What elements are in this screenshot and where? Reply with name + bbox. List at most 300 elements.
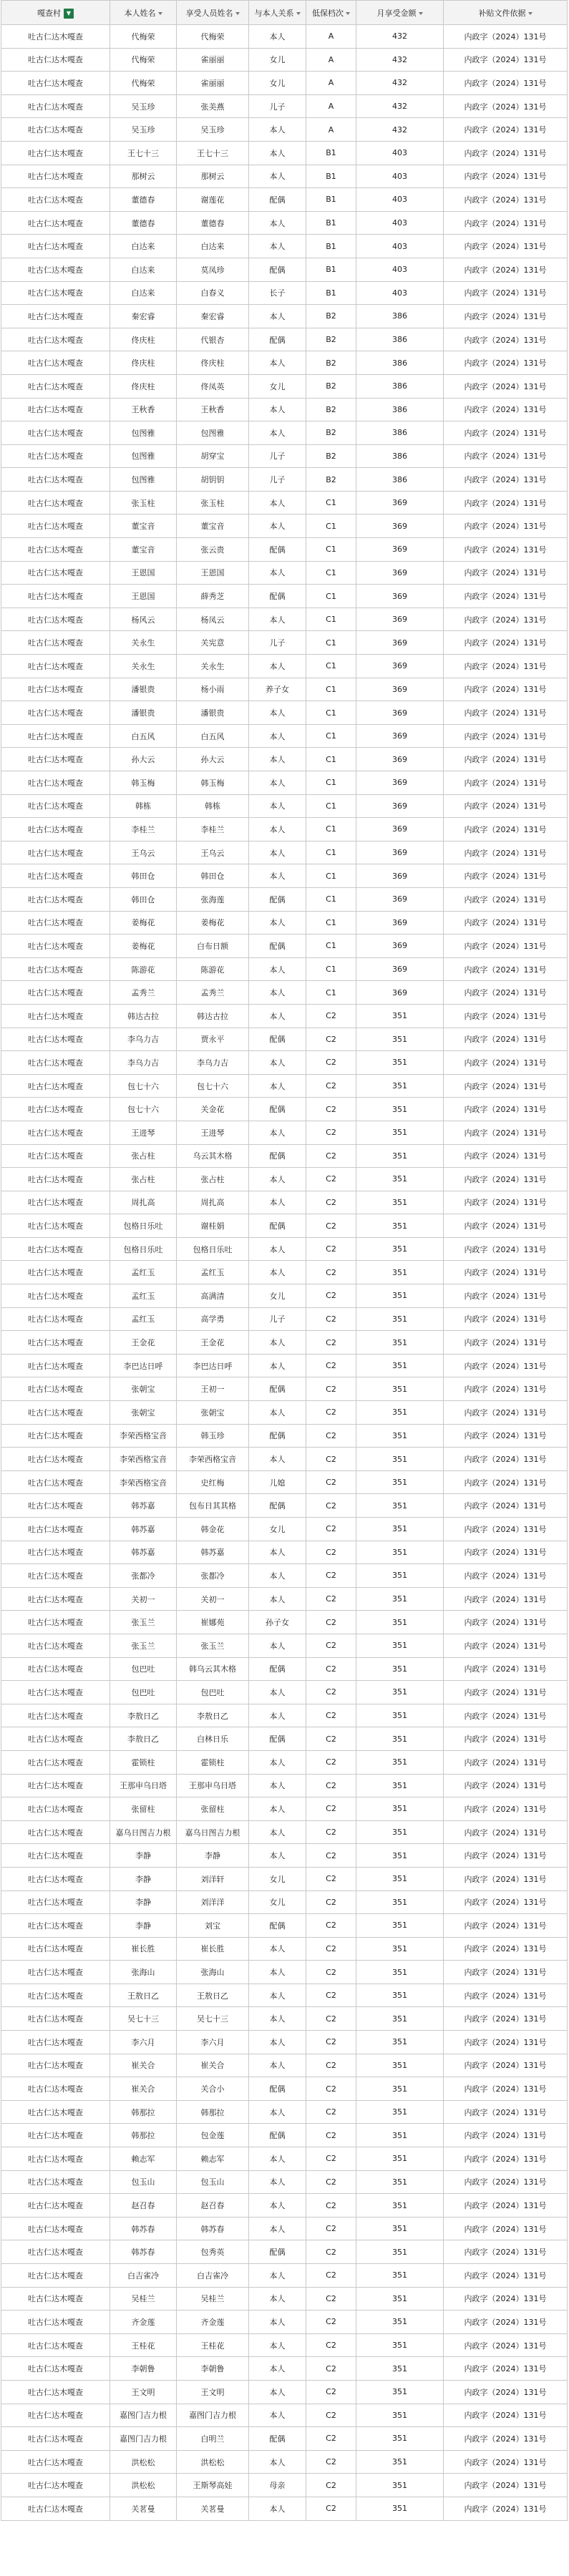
cell-village[interactable]: 吐古仁达木嘎查 xyxy=(1,631,110,655)
cell-amount[interactable]: 386 xyxy=(356,468,444,492)
table-row[interactable] xyxy=(1,1564,568,1588)
cell-beneficiary[interactable]: 孟秀兰 xyxy=(177,981,249,1005)
cell-document[interactable]: 内政字（2024）131号 xyxy=(444,2147,568,2171)
cell-relation[interactable]: 本人 xyxy=(249,608,306,631)
cell-name[interactable]: 董德春 xyxy=(110,188,177,212)
cell-relation[interactable]: 本人 xyxy=(249,2264,306,2288)
cell-name[interactable]: 张玉柱 xyxy=(110,491,177,514)
cell-relation[interactable]: 本人 xyxy=(249,957,306,981)
cell-document[interactable]: 内政字（2024）131号 xyxy=(444,1797,568,1821)
cell-document[interactable]: 内政字（2024）131号 xyxy=(444,165,568,188)
cell-relation[interactable]: 长子 xyxy=(249,281,306,305)
table-row[interactable] xyxy=(1,1890,568,1914)
cell-beneficiary[interactable]: 韩乌云其木格 xyxy=(177,1657,249,1681)
cell-relation[interactable]: 本人 xyxy=(249,351,306,375)
cell-beneficiary[interactable]: 王秋香 xyxy=(177,398,249,421)
cell-relation[interactable]: 女儿 xyxy=(249,1890,306,1914)
cell-amount[interactable]: 351 xyxy=(356,1191,444,1214)
cell-level[interactable]: C2 xyxy=(306,1121,356,1144)
cell-beneficiary[interactable]: 霍锁柱 xyxy=(177,1750,249,1774)
cell-beneficiary[interactable]: 吴桂兰 xyxy=(177,2287,249,2311)
cell-level[interactable]: C2 xyxy=(306,1914,356,1938)
cell-beneficiary[interactable]: 潘银贵 xyxy=(177,701,249,725)
cell-amount[interactable]: 351 xyxy=(356,1867,444,1890)
cell-document[interactable]: 内政字（2024）131号 xyxy=(444,1237,568,1261)
cell-relation[interactable]: 本人 xyxy=(249,2054,306,2077)
cell-relation[interactable]: 本人 xyxy=(249,421,306,445)
cell-level[interactable]: C2 xyxy=(306,2264,356,2288)
cell-document[interactable]: 内政字（2024）131号 xyxy=(444,1051,568,1075)
cell-relation[interactable]: 本人 xyxy=(249,1121,306,1144)
cell-village[interactable]: 吐古仁达木嘎查 xyxy=(1,2077,110,2101)
cell-document[interactable]: 内政字（2024）131号 xyxy=(444,1028,568,1051)
cell-beneficiary[interactable]: 秦宏睿 xyxy=(177,305,249,328)
cell-village[interactable]: 吐古仁达木嘎查 xyxy=(1,1797,110,1821)
cell-village[interactable]: 吐古仁达木嘎查 xyxy=(1,281,110,305)
cell-beneficiary[interactable]: 崔长胜 xyxy=(177,1937,249,1961)
cell-name[interactable]: 王金花 xyxy=(110,1331,177,1355)
cell-relation[interactable]: 本人 xyxy=(249,1984,306,2007)
cell-amount[interactable]: 351 xyxy=(356,1284,444,1308)
cell-relation[interactable]: 配偶 xyxy=(249,2124,306,2147)
table-row[interactable] xyxy=(1,94,568,118)
cell-beneficiary[interactable]: 胡穿宝 xyxy=(177,444,249,468)
cell-name[interactable]: 李荣西格宝音 xyxy=(110,1470,177,1494)
cell-village[interactable]: 吐古仁达木嘎查 xyxy=(1,1168,110,1191)
cell-document[interactable]: 内政字（2024）131号 xyxy=(444,2311,568,2334)
cell-name[interactable]: 包巴吐 xyxy=(110,1657,177,1681)
cell-beneficiary[interactable]: 周扎高 xyxy=(177,1191,249,1214)
cell-name[interactable]: 洪松松 xyxy=(110,2450,177,2474)
dropdown-arrow-icon[interactable] xyxy=(528,12,532,15)
cell-beneficiary[interactable]: 关永生 xyxy=(177,655,249,678)
cell-beneficiary[interactable]: 关宪意 xyxy=(177,631,249,655)
table-row[interactable] xyxy=(1,444,568,468)
cell-village[interactable]: 吐古仁达木嘎查 xyxy=(1,2404,110,2427)
cell-relation[interactable]: 本人 xyxy=(249,1844,306,1868)
cell-relation[interactable]: 本人 xyxy=(249,2170,306,2194)
cell-document[interactable]: 内政字（2024）131号 xyxy=(444,1144,568,1168)
cell-beneficiary[interactable]: 雀丽丽 xyxy=(177,48,249,72)
cell-relation[interactable]: 本人 xyxy=(249,305,306,328)
cell-name[interactable]: 包巴吐 xyxy=(110,1681,177,1704)
cell-name[interactable]: 王七十三 xyxy=(110,141,177,165)
cell-amount[interactable]: 351 xyxy=(356,2170,444,2194)
cell-name[interactable]: 白达来 xyxy=(110,235,177,258)
cell-level[interactable]: C2 xyxy=(306,1820,356,1844)
cell-village[interactable]: 吐古仁达木嘎查 xyxy=(1,1984,110,2007)
table-row[interactable] xyxy=(1,1774,568,1797)
cell-amount[interactable]: 369 xyxy=(356,771,444,795)
cell-level[interactable]: C2 xyxy=(306,2474,356,2497)
cell-relation[interactable]: 孙子女 xyxy=(249,1611,306,1634)
cell-document[interactable]: 内政字（2024）131号 xyxy=(444,141,568,165)
cell-amount[interactable]: 369 xyxy=(356,794,444,818)
cell-relation[interactable]: 配偶 xyxy=(249,188,306,212)
cell-level[interactable]: C2 xyxy=(306,2147,356,2171)
cell-amount[interactable]: 351 xyxy=(356,1727,444,1751)
cell-level[interactable]: C2 xyxy=(306,1681,356,1704)
cell-village[interactable]: 吐古仁达木嘎查 xyxy=(1,2100,110,2124)
cell-amount[interactable]: 351 xyxy=(356,1890,444,1914)
cell-village[interactable]: 吐古仁达木嘎查 xyxy=(1,258,110,281)
cell-name[interactable]: 李荣西格宝音 xyxy=(110,1448,177,1471)
cell-relation[interactable]: 本人 xyxy=(249,491,306,514)
cell-level[interactable]: C2 xyxy=(306,1074,356,1098)
cell-document[interactable]: 内政字（2024）131号 xyxy=(444,701,568,725)
cell-name[interactable]: 韩玉梅 xyxy=(110,771,177,795)
cell-document[interactable]: 内政字（2024）131号 xyxy=(444,1611,568,1634)
cell-level[interactable]: B1 xyxy=(306,235,356,258)
cell-level[interactable]: C2 xyxy=(306,1797,356,1821)
table-row[interactable] xyxy=(1,2077,568,2101)
table-row[interactable] xyxy=(1,1844,568,1868)
cell-document[interactable]: 内政字（2024）131号 xyxy=(444,468,568,492)
table-row[interactable] xyxy=(1,1261,568,1284)
cell-relation[interactable]: 本人 xyxy=(249,2404,306,2427)
cell-name[interactable]: 李敖日乙 xyxy=(110,1704,177,1727)
table-row[interactable] xyxy=(1,1867,568,1890)
cell-name[interactable]: 代梅荣 xyxy=(110,72,177,95)
cell-relation[interactable]: 女儿 xyxy=(249,1284,306,1308)
cell-level[interactable]: B2 xyxy=(306,374,356,398)
cell-village[interactable]: 吐古仁达木嘎查 xyxy=(1,2450,110,2474)
cell-relation[interactable]: 儿子 xyxy=(249,468,306,492)
cell-village[interactable]: 吐古仁达木嘎查 xyxy=(1,2380,110,2404)
cell-level[interactable]: A xyxy=(306,72,356,95)
cell-level[interactable]: C1 xyxy=(306,864,356,888)
cell-amount[interactable]: 351 xyxy=(356,2217,444,2240)
cell-name[interactable]: 代梅荣 xyxy=(110,25,177,49)
cell-relation[interactable]: 配偶 xyxy=(249,1098,306,1121)
cell-amount[interactable]: 351 xyxy=(356,1634,444,1657)
cell-beneficiary[interactable]: 嘉图门吉力根 xyxy=(177,2404,249,2427)
cell-relation[interactable]: 配偶 xyxy=(249,585,306,608)
table-row[interactable] xyxy=(1,981,568,1005)
cell-level[interactable]: C1 xyxy=(306,911,356,935)
table-row[interactable] xyxy=(1,561,568,585)
cell-document[interactable]: 内政字（2024）131号 xyxy=(444,1448,568,1471)
cell-beneficiary[interactable]: 陈游花 xyxy=(177,957,249,981)
cell-relation[interactable]: 儿子 xyxy=(249,631,306,655)
table-row[interactable] xyxy=(1,141,568,165)
cell-village[interactable]: 吐古仁达木嘎查 xyxy=(1,1121,110,1144)
cell-amount[interactable]: 351 xyxy=(356,2333,444,2357)
table-row[interactable] xyxy=(1,1914,568,1938)
cell-amount[interactable]: 369 xyxy=(356,887,444,911)
cell-beneficiary[interactable]: 韩玉梅 xyxy=(177,771,249,795)
table-row[interactable] xyxy=(1,818,568,841)
cell-beneficiary[interactable]: 莫凤珍 xyxy=(177,258,249,281)
cell-name[interactable]: 张留柱 xyxy=(110,1797,177,1821)
cell-relation[interactable]: 本人 xyxy=(249,1191,306,1214)
cell-village[interactable]: 吐古仁达木嘎查 xyxy=(1,444,110,468)
cell-amount[interactable]: 351 xyxy=(356,2311,444,2334)
cell-document[interactable]: 内政字（2024）131号 xyxy=(444,2450,568,2474)
table-row[interactable] xyxy=(1,538,568,562)
cell-village[interactable]: 吐古仁达木嘎查 xyxy=(1,724,110,748)
cell-level[interactable]: C1 xyxy=(306,538,356,562)
cell-amount[interactable]: 351 xyxy=(356,2474,444,2497)
cell-document[interactable]: 内政字（2024）131号 xyxy=(444,1774,568,1797)
cell-amount[interactable]: 386 xyxy=(356,328,444,351)
cell-document[interactable]: 内政字（2024）131号 xyxy=(444,2474,568,2497)
cell-amount[interactable]: 351 xyxy=(356,1144,444,1168)
cell-document[interactable]: 内政字（2024）131号 xyxy=(444,2031,568,2054)
cell-document[interactable]: 内政字（2024）131号 xyxy=(444,1587,568,1611)
cell-name[interactable]: 张占柱 xyxy=(110,1168,177,1191)
cell-amount[interactable]: 351 xyxy=(356,1098,444,1121)
cell-village[interactable]: 吐古仁达木嘎查 xyxy=(1,94,110,118)
cell-relation[interactable]: 本人 xyxy=(249,211,306,235)
table-row[interactable] xyxy=(1,631,568,655)
cell-level[interactable]: C2 xyxy=(306,1587,356,1611)
cell-document[interactable]: 内政字（2024）131号 xyxy=(444,328,568,351)
cell-beneficiary[interactable]: 白春义 xyxy=(177,281,249,305)
cell-amount[interactable]: 351 xyxy=(356,2427,444,2451)
cell-name[interactable]: 秦宏睿 xyxy=(110,305,177,328)
cell-level[interactable]: C2 xyxy=(306,1354,356,1377)
table-row[interactable] xyxy=(1,771,568,795)
cell-document[interactable]: 内政字（2024）131号 xyxy=(444,1750,568,1774)
cell-beneficiary[interactable]: 崔娜苑 xyxy=(177,1611,249,1634)
cell-name[interactable]: 王敖日乙 xyxy=(110,1984,177,2007)
dropdown-arrow-icon[interactable] xyxy=(296,12,301,15)
cell-relation[interactable]: 本人 xyxy=(249,2147,306,2171)
table-row[interactable] xyxy=(1,655,568,678)
cell-name[interactable]: 王那申乌日塔 xyxy=(110,1774,177,1797)
cell-document[interactable]: 内政字（2024）131号 xyxy=(444,1284,568,1308)
cell-village[interactable]: 吐古仁达木嘎查 xyxy=(1,608,110,631)
cell-level[interactable]: C2 xyxy=(306,1494,356,1518)
cell-name[interactable]: 白五风 xyxy=(110,724,177,748)
cell-level[interactable]: C2 xyxy=(306,1470,356,1494)
cell-village[interactable]: 吐古仁达木嘎查 xyxy=(1,2240,110,2264)
cell-amount[interactable]: 351 xyxy=(356,2380,444,2404)
cell-document[interactable]: 内政字（2024）131号 xyxy=(444,864,568,888)
table-row[interactable] xyxy=(1,1237,568,1261)
cell-name[interactable]: 包七十六 xyxy=(110,1098,177,1121)
cell-relation[interactable]: 配偶 xyxy=(249,935,306,958)
cell-document[interactable]: 内政字（2024）131号 xyxy=(444,957,568,981)
cell-relation[interactable]: 配偶 xyxy=(249,1377,306,1401)
table-row[interactable] xyxy=(1,1448,568,1471)
cell-level[interactable]: B2 xyxy=(306,305,356,328)
table-row[interactable] xyxy=(1,281,568,305)
cell-document[interactable]: 内政字（2024）131号 xyxy=(444,2497,568,2520)
cell-relation[interactable]: 本人 xyxy=(249,1961,306,1984)
cell-village[interactable]: 吐古仁达木嘎查 xyxy=(1,1774,110,1797)
cell-amount[interactable]: 369 xyxy=(356,678,444,701)
cell-village[interactable]: 吐古仁达木嘎查 xyxy=(1,1004,110,1028)
table-row[interactable] xyxy=(1,2170,568,2194)
cell-village[interactable]: 吐古仁达木嘎查 xyxy=(1,328,110,351)
cell-amount[interactable]: 351 xyxy=(356,1541,444,1564)
cell-beneficiary[interactable]: 包布日其其格 xyxy=(177,1494,249,1518)
cell-document[interactable]: 内政字（2024）131号 xyxy=(444,1401,568,1425)
table-row[interactable] xyxy=(1,1657,568,1681)
header-name[interactable] xyxy=(110,1,177,25)
table-row[interactable] xyxy=(1,608,568,631)
cell-level[interactable]: C1 xyxy=(306,491,356,514)
cell-document[interactable]: 内政字（2024）131号 xyxy=(444,2054,568,2077)
cell-amount[interactable]: 369 xyxy=(356,655,444,678)
cell-beneficiary[interactable]: 李朝鲁 xyxy=(177,2357,249,2381)
cell-relation[interactable]: 本人 xyxy=(249,1634,306,1657)
cell-beneficiary[interactable]: 张美燕 xyxy=(177,94,249,118)
cell-level[interactable]: C2 xyxy=(306,1634,356,1657)
cell-village[interactable]: 吐古仁达木嘎查 xyxy=(1,1098,110,1121)
cell-document[interactable]: 内政字（2024）131号 xyxy=(444,1844,568,1868)
cell-document[interactable]: 内政字（2024）131号 xyxy=(444,561,568,585)
cell-document[interactable]: 内政字（2024）131号 xyxy=(444,771,568,795)
table-row[interactable] xyxy=(1,1681,568,1704)
cell-beneficiary[interactable]: 赵召春 xyxy=(177,2194,249,2218)
filter-funnel-icon[interactable]: ▼ xyxy=(64,9,74,19)
cell-name[interactable]: 张朝宝 xyxy=(110,1377,177,1401)
cell-document[interactable]: 内政字（2024）131号 xyxy=(444,1354,568,1377)
cell-document[interactable]: 内政字（2024）131号 xyxy=(444,421,568,445)
cell-name[interactable]: 王恩国 xyxy=(110,561,177,585)
table-row[interactable] xyxy=(1,1098,568,1121)
cell-relation[interactable]: 本人 xyxy=(249,1004,306,1028)
cell-amount[interactable]: 351 xyxy=(356,1331,444,1355)
cell-level[interactable]: C2 xyxy=(306,2007,356,2031)
cell-village[interactable]: 吐古仁达木嘎查 xyxy=(1,678,110,701)
cell-name[interactable]: 那树云 xyxy=(110,165,177,188)
cell-village[interactable]: 吐古仁达木嘎查 xyxy=(1,1611,110,1634)
cell-level[interactable]: C2 xyxy=(306,2311,356,2334)
cell-level[interactable]: C2 xyxy=(306,2100,356,2124)
cell-document[interactable]: 内政字（2024）131号 xyxy=(444,258,568,281)
cell-level[interactable]: C2 xyxy=(306,2054,356,2077)
cell-name[interactable]: 嘉图门吉力根 xyxy=(110,2404,177,2427)
cell-relation[interactable]: 本人 xyxy=(249,2287,306,2311)
cell-document[interactable]: 内政字（2024）131号 xyxy=(444,981,568,1005)
cell-amount[interactable]: 351 xyxy=(356,1961,444,1984)
cell-relation[interactable]: 本人 xyxy=(249,981,306,1005)
cell-relation[interactable]: 本人 xyxy=(249,1051,306,1075)
header-beneficiary[interactable] xyxy=(177,1,249,25)
cell-amount[interactable]: 351 xyxy=(356,1448,444,1471)
cell-level[interactable]: C2 xyxy=(306,1401,356,1425)
cell-relation[interactable]: 本人 xyxy=(249,1564,306,1588)
cell-name[interactable]: 李巴达日呼 xyxy=(110,1354,177,1377)
cell-relation[interactable]: 本人 xyxy=(249,141,306,165)
table-row[interactable] xyxy=(1,1470,568,1494)
table-row[interactable] xyxy=(1,2147,568,2171)
cell-document[interactable]: 内政字（2024）131号 xyxy=(444,48,568,72)
cell-level[interactable]: C2 xyxy=(306,1890,356,1914)
cell-name[interactable]: 白达来 xyxy=(110,258,177,281)
cell-village[interactable]: 吐古仁达木嘎查 xyxy=(1,2497,110,2520)
cell-name[interactable]: 张玉兰 xyxy=(110,1634,177,1657)
cell-relation[interactable]: 儿子 xyxy=(249,444,306,468)
cell-village[interactable]: 吐古仁达木嘎查 xyxy=(1,2264,110,2288)
header-document[interactable] xyxy=(444,1,568,25)
cell-level[interactable]: C2 xyxy=(306,1331,356,1355)
cell-name[interactable]: 王文明 xyxy=(110,2380,177,2404)
cell-village[interactable]: 吐古仁达木嘎查 xyxy=(1,398,110,421)
cell-beneficiary[interactable]: 白明兰 xyxy=(177,2427,249,2451)
cell-amount[interactable]: 432 xyxy=(356,72,444,95)
cell-amount[interactable]: 403 xyxy=(356,165,444,188)
cell-relation[interactable]: 本人 xyxy=(249,1750,306,1774)
cell-name[interactable]: 关永生 xyxy=(110,655,177,678)
cell-relation[interactable]: 本人 xyxy=(249,1168,306,1191)
cell-amount[interactable]: 351 xyxy=(356,1587,444,1611)
cell-relation[interactable]: 女儿 xyxy=(249,1867,306,1890)
cell-level[interactable]: A xyxy=(306,48,356,72)
table-row[interactable] xyxy=(1,514,568,538)
cell-beneficiary[interactable]: 包巴吐 xyxy=(177,1681,249,1704)
cell-level[interactable]: B1 xyxy=(306,211,356,235)
cell-relation[interactable]: 养子女 xyxy=(249,678,306,701)
table-row[interactable] xyxy=(1,2031,568,2054)
cell-relation[interactable]: 配偶 xyxy=(249,2240,306,2264)
cell-relation[interactable]: 本人 xyxy=(249,911,306,935)
table-row[interactable] xyxy=(1,1191,568,1214)
table-row[interactable] xyxy=(1,1961,568,1984)
cell-name[interactable]: 李乌力吉 xyxy=(110,1051,177,1075)
cell-beneficiary[interactable]: 姜梅花 xyxy=(177,911,249,935)
cell-level[interactable]: C1 xyxy=(306,935,356,958)
cell-village[interactable]: 吐古仁达木嘎查 xyxy=(1,1401,110,1425)
cell-level[interactable]: C1 xyxy=(306,585,356,608)
cell-level[interactable]: C2 xyxy=(306,1518,356,1541)
cell-name[interactable]: 李静 xyxy=(110,1844,177,1868)
cell-beneficiary[interactable]: 王七十三 xyxy=(177,141,249,165)
cell-amount[interactable]: 351 xyxy=(356,1214,444,1238)
cell-beneficiary[interactable]: 张玉兰 xyxy=(177,1634,249,1657)
cell-amount[interactable]: 386 xyxy=(356,421,444,445)
cell-relation[interactable]: 本人 xyxy=(249,398,306,421)
table-row[interactable] xyxy=(1,2497,568,2520)
table-row[interactable] xyxy=(1,701,568,725)
cell-beneficiary[interactable]: 吴玉珍 xyxy=(177,118,249,142)
cell-village[interactable]: 吐古仁达木嘎查 xyxy=(1,25,110,49)
cell-amount[interactable]: 369 xyxy=(356,818,444,841)
cell-amount[interactable]: 386 xyxy=(356,305,444,328)
cell-relation[interactable]: 本人 xyxy=(249,2100,306,2124)
cell-relation[interactable]: 配偶 xyxy=(249,1214,306,1238)
cell-level[interactable]: C1 xyxy=(306,514,356,538)
table-row[interactable] xyxy=(1,585,568,608)
cell-amount[interactable]: 351 xyxy=(356,1844,444,1868)
cell-document[interactable]: 内政字（2024）131号 xyxy=(444,2427,568,2451)
cell-relation[interactable]: 本人 xyxy=(249,794,306,818)
cell-document[interactable]: 内政字（2024）131号 xyxy=(444,2194,568,2218)
cell-relation[interactable]: 本人 xyxy=(249,1937,306,1961)
cell-village[interactable]: 吐古仁达木嘎查 xyxy=(1,188,110,212)
cell-amount[interactable]: 351 xyxy=(356,2240,444,2264)
cell-beneficiary[interactable]: 关金花 xyxy=(177,1098,249,1121)
cell-document[interactable]: 内政字（2024）131号 xyxy=(444,1681,568,1704)
cell-level[interactable]: B1 xyxy=(306,188,356,212)
cell-document[interactable]: 内政字（2024）131号 xyxy=(444,1191,568,1214)
table-row[interactable] xyxy=(1,1704,568,1727)
cell-level[interactable]: C1 xyxy=(306,724,356,748)
cell-level[interactable]: C1 xyxy=(306,794,356,818)
cell-document[interactable]: 内政字（2024）131号 xyxy=(444,2357,568,2381)
cell-beneficiary[interactable]: 韩金花 xyxy=(177,1518,249,1541)
cell-name[interactable]: 吴玉珍 xyxy=(110,94,177,118)
table-row[interactable] xyxy=(1,491,568,514)
cell-beneficiary[interactable]: 白林日乐 xyxy=(177,1727,249,1751)
cell-amount[interactable]: 351 xyxy=(356,1424,444,1448)
table-row[interactable] xyxy=(1,1611,568,1634)
cell-document[interactable]: 内政字（2024）131号 xyxy=(444,1937,568,1961)
